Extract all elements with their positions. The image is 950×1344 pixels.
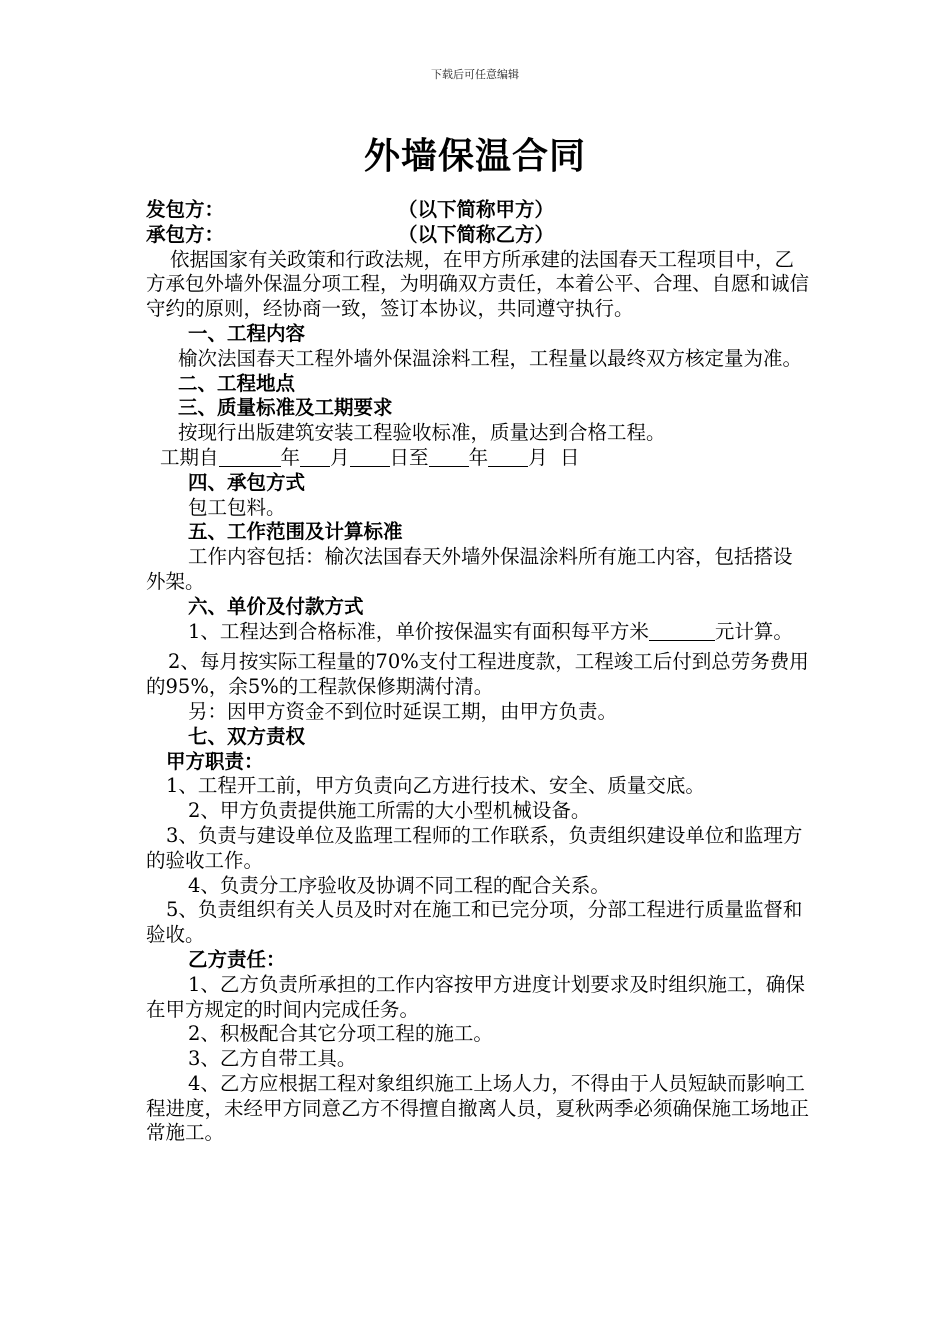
period-day-to-label: 日至 xyxy=(389,445,429,469)
section-5-body: 工作内容包括：榆次法国春天外墙外保温涂料所有施工内容，包括搭设外架。 xyxy=(146,545,793,593)
period-end-day-label: 日 xyxy=(560,445,580,469)
period-year-label: 年 xyxy=(280,445,301,469)
section-6-other: 另：因甲方资金不到位时延误工期，由甲方负责。 xyxy=(188,699,618,723)
section-6-heading: 六、单价及付款方式 xyxy=(188,594,364,618)
section-4-heading: 四、承包方式 xyxy=(188,470,306,494)
period-end-month-blank xyxy=(488,448,528,467)
period-prefix: 工期自 xyxy=(160,445,219,469)
item-1-tail: 元计算。 xyxy=(714,619,793,643)
work-period-line xyxy=(146,446,811,471)
section-1-body: 榆次法国春天工程外墙外保温涂料工程，工程量以最终双方核定量为准。 xyxy=(178,346,803,370)
party-a-duties-title: 甲方职责： xyxy=(166,749,264,773)
section-1-heading: 一、工程内容 xyxy=(188,321,306,345)
period-start-month-blank xyxy=(300,448,330,467)
party-a-duty: 2、甲方负责提供施工所需的大小型机械设备。 xyxy=(188,799,591,823)
party-a-duty: 5、负责组织有关人员及时对在施工和已完分项，分部工程进行质量监督和验收。 xyxy=(146,898,803,947)
party-a-note: （以下简称甲方） xyxy=(398,198,555,221)
party-a-duty: 3、负责与建设单位及监理工程师的工作联系，负责组织建设单位和监理方的验收工作。 xyxy=(146,823,803,872)
unit-price-blank xyxy=(649,622,715,641)
section-3-body: 按现行出版建筑安装工程验收标准，质量达到合格工程。 xyxy=(178,421,666,445)
party-a-label: 发包方： xyxy=(146,198,225,221)
party-b-duties-title: 乙方责任： xyxy=(188,947,286,971)
period-end-month-label: 月 xyxy=(528,445,548,469)
party-b-duty: 3、乙方自带工具。 xyxy=(188,1047,357,1071)
party-b-duty: 2、积极配合其它分项工程的施工。 xyxy=(188,1022,493,1046)
intro-paragraph: 依据国家有关政策和行政法规，在甲方所承建的法国春天工程项目中，乙方承包外墙外保温分项工程，为明确双方责任，本着公平、合理、自愿和诚信守约的原则，经协商一致，签订本协议，共同遵守执行。 xyxy=(146,247,810,321)
document-title: 外墙保温合同 xyxy=(363,135,586,177)
contract-body xyxy=(146,198,811,1146)
section-6-item-1 xyxy=(146,620,811,645)
section-6-item-2: 2、每月按实际工程量的70%支付工程进度款，工程竣工后付到总劳务费用的95%，余5%的工程款保修期满付清。 xyxy=(146,650,809,699)
party-b-row xyxy=(146,223,811,248)
party-a-duty: 4、负责分工序验收及协调不同工程的配合关系。 xyxy=(188,873,610,897)
header-note: 下载后可任意编辑 xyxy=(431,68,519,81)
party-a-row xyxy=(146,198,811,223)
section-3-heading: 三、质量标准及工期要求 xyxy=(178,396,393,420)
party-a-duty: 1、工程开工前，甲方负责向乙方进行技术、安全、质量交底。 xyxy=(166,774,705,798)
period-end-year-label: 年 xyxy=(468,445,489,469)
period-month-label: 月 xyxy=(330,445,350,469)
section-5-heading: 五、工作范围及计算标准 xyxy=(188,520,403,544)
party-b-label: 承包方： xyxy=(146,222,225,246)
period-end-year-blank xyxy=(429,448,469,467)
period-start-year-blank xyxy=(219,448,281,467)
item-1-text: 1、工程达到合格标准，单价按保温实有面积每平方米 xyxy=(188,619,649,643)
party-b-duty: 4、乙方应根据工程对象组织施工上场人力，不得由于人员短缺而影响工程进度，未经甲方同意乙方不得擅自撤离人员，夏秋两季必须确保施工场地正常施工。 xyxy=(146,1071,810,1145)
party-b-note: （以下简称乙方） xyxy=(398,222,555,246)
party-b-duty: 1、乙方负责所承担的工作内容按甲方进度计划要求及时组织施工，确保在甲方规定的时间内完成任务。 xyxy=(146,972,805,1021)
section-2-heading: 二、工程地点 xyxy=(178,371,296,395)
section-7-heading: 七、双方责权 xyxy=(188,724,306,748)
section-4-body: 包工包料。 xyxy=(188,495,286,519)
period-start-day-blank xyxy=(350,448,390,467)
